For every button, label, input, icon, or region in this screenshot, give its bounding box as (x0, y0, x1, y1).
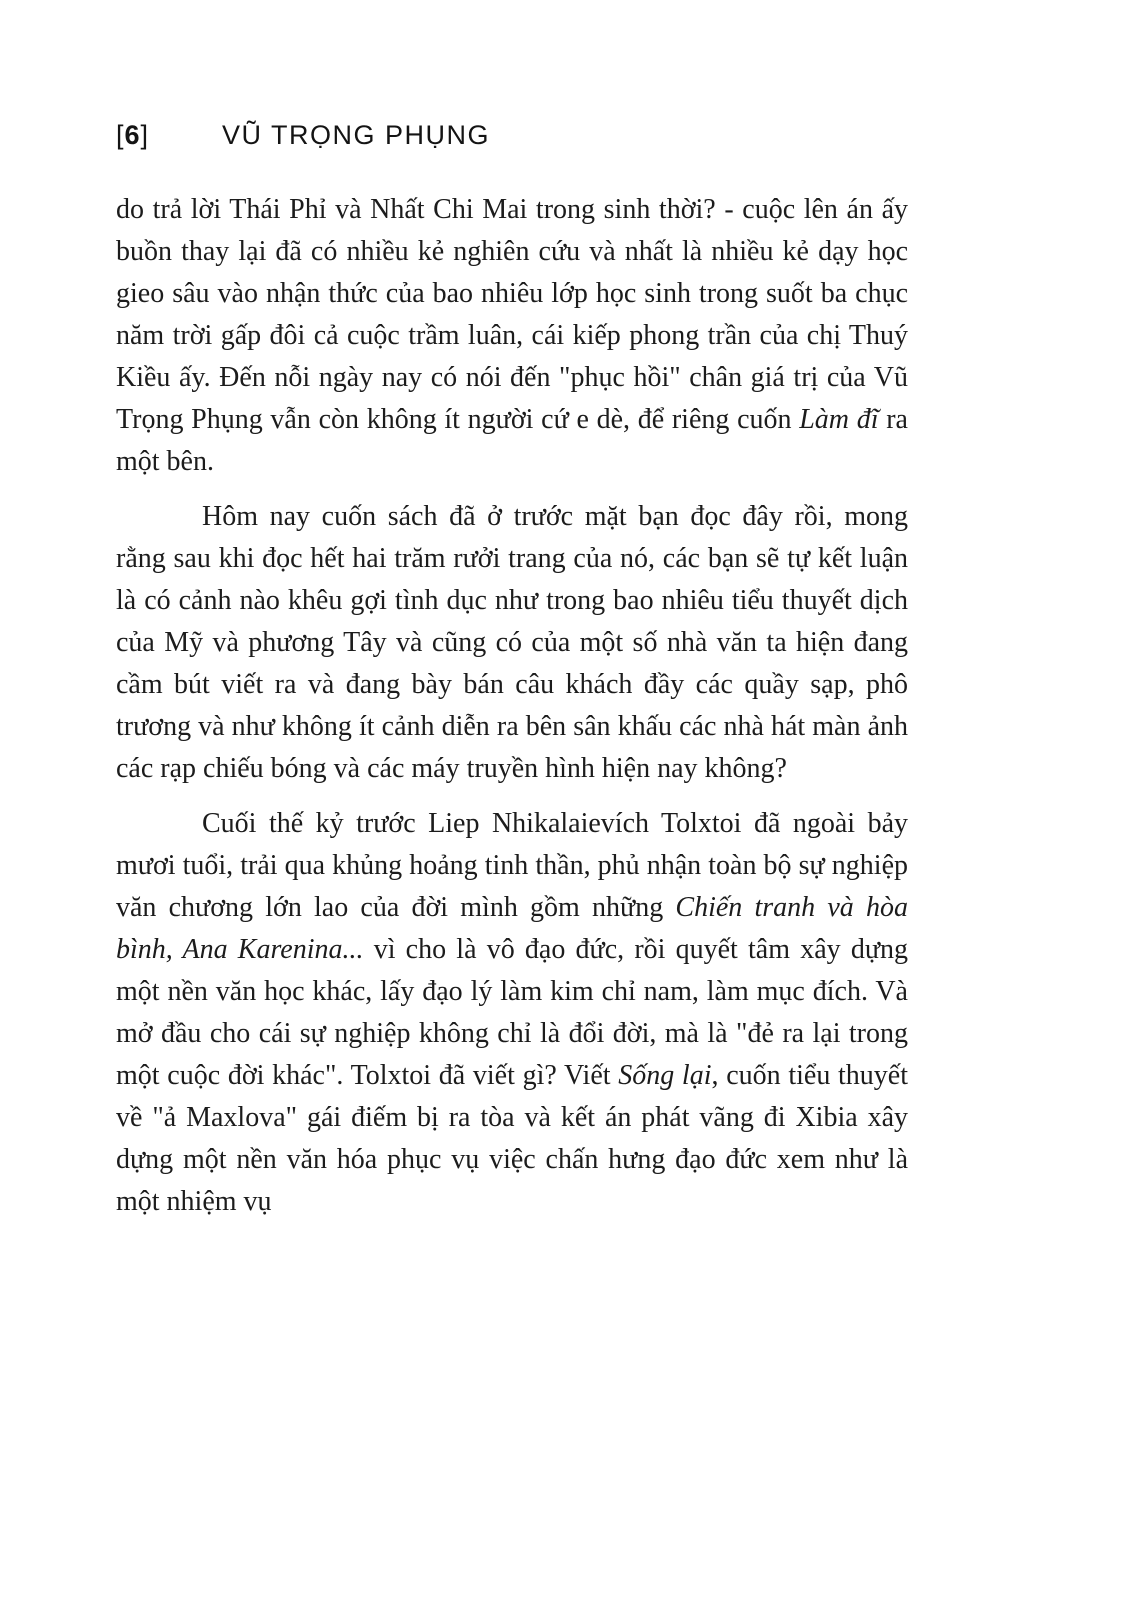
italic-text: Làm đĩ (799, 404, 879, 435)
paragraph (116, 189, 908, 483)
italic-text: Chiến tranh và hòa bình, Ana Karenina... (116, 892, 908, 965)
body-text-segment: ra một bên. (116, 404, 908, 477)
paragraph (116, 496, 908, 790)
body-text-segment: , cuốn tiểu thuyết về "ả Maxlova" gái điếm bị ra tòa và kết án phát vãng đi Xibia xây dựng một nền văn hóa phục vụ việc chấn hưng đạo đức xem như là một nhiệm vụ (116, 1060, 909, 1217)
italic-text: Sống lại (618, 1060, 712, 1091)
paragraph (116, 803, 908, 1223)
page-number (116, 120, 180, 151)
body-text-segment: do trả lời Thái Phỉ và Nhất Chi Mai trong sinh thời? - cuộc lên án ấy buồn thay lại đã có nhiều kẻ nghiên cứu và nhất là nhiều kẻ dạy học gieo sâu vào nhận thức của bao nhiêu lớp học sinh trong suốt ba chục năm trời gấp đôi cả cuộc trầm luân, cái kiếp phong trần của chị Thuý Kiều ấy. Đến nỗi ngày nay có nói đến "phục hồi" chân giá trị của Vũ Trọng Phụng vẫn còn không ít người cứ e dè, để riêng cuốn (116, 194, 908, 435)
page-number-value: 6 (124, 120, 141, 150)
page-number-bracket-close: ] (140, 120, 150, 150)
body-text-segment: Cuối thế kỷ trước Liep Nhikalaievích Tolxtoi đã ngoài bảy mươi tuổi, trải qua khủng hoảng tinh thần, phủ nhận toàn bộ sự nghiệp văn chương lớn lao của đời mình gồm những (116, 808, 908, 923)
page-body (116, 189, 908, 1223)
page-number-bracket-open: [ (116, 120, 125, 150)
body-text-segment: vì cho là vô đạo đức, rồi quyết tâm xây dựng một nền văn học khác, lấy đạo lý làm kim chỉ nam, làm mục đích. Và mở đầu cho cái sự nghiệp không chỉ là đổi đời, mà là "đẻ ra lại trong một cuộc đời khác". Tolxtoi đã viết gì? Viết (116, 934, 908, 1091)
page-header (116, 120, 908, 151)
body-text-segment: Hôm nay cuốn sách đã ở trước mặt bạn đọc đây rồi, mong rằng sau khi đọc hết hai trăm rưởi trang của nó, các bạn sẽ tự kết luận là có cảnh nào khêu gợi tình dục như trong bao nhiêu tiểu thuyết dịch của Mỹ và phương Tây và cũng có của một số nhà văn ta hiện đang cầm bút viết ra và đang bày bán câu khách đầy các quầy sạp, phô trương và như không ít cảnh diễn ra bên sân khấu các nhà hát màn ảnh các rạp chiếu bóng và các máy truyền hình hiện nay không? (116, 501, 908, 784)
running-title: VŨ TRỌNG PHỤNG (222, 120, 491, 150)
